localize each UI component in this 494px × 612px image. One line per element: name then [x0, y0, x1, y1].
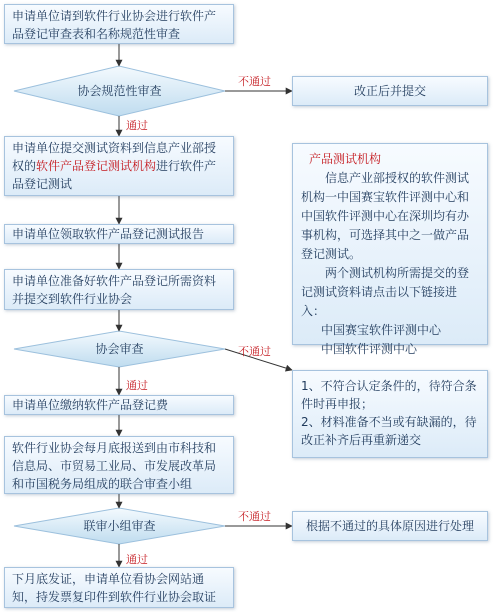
- edge-label-fail: 不通过: [238, 510, 271, 523]
- test-institution-highlight: 软件产品登记测试机构: [36, 159, 157, 173]
- link-ceprei-software-center[interactable]: 中国赛宝软件评测中心: [321, 323, 442, 337]
- decision-label-standard-review: 协会规范性审查: [77, 84, 162, 98]
- outcome-text: 改正后并提交: [353, 84, 426, 98]
- outcome-box-correct-resubmit: [292, 76, 488, 106]
- edge-label-pass: 通过: [126, 119, 148, 132]
- info-box-test-institutions: [292, 143, 488, 356]
- step-box-submit-test: [4, 136, 234, 196]
- decision-label-association-review: 协会审查: [95, 342, 144, 356]
- step-text-part1: 申请单位提交测试资料到信息产业部授权的: [12, 141, 217, 173]
- outcome-box-reapply-rules: [292, 370, 488, 458]
- step-box-name-review: [4, 4, 234, 44]
- outcome-rule-1: 1、不符合认定条件的，待符合条件时再申报；: [301, 379, 477, 411]
- step-box-prepare-materials: [4, 269, 234, 310]
- edge-label-pass: 通过: [126, 379, 148, 392]
- step-text: 申请单位准备好软件产品登记所需资料并提交到软件行业协会: [12, 274, 217, 306]
- step-box-get-report: [4, 224, 234, 244]
- step-box-pay-fee: [4, 395, 234, 415]
- step-text: 申请单位领取软件产品登记测试报告: [12, 227, 205, 241]
- info-paragraph-1: 信息产业部授权的软件测试机构一中国赛宝软件评测中心和中国软件评测中心在深圳均有办事机构，可选择其中之一做产品登记测试。: [301, 171, 470, 261]
- step-text: 申请单位缴纳软件产品登记费: [12, 398, 169, 412]
- edge-label-fail: 不通过: [238, 345, 271, 358]
- step-text: 下月底发证，申请单位看协会网站通知，持发票复印件到软件行业协会取证: [12, 572, 217, 604]
- edge-label-pass: 通过: [126, 553, 148, 566]
- step-text: 软件行业协会每月底报送到由市科技和信息局、市贸易工业局、市发展改革局和市国税务局组成的联合审查小组: [12, 441, 217, 491]
- step-box-certificate: [4, 567, 234, 608]
- outcome-rule-2: 2、材料准备不当或有缺漏的，待改正补齐后再重新递交: [301, 415, 477, 447]
- step-box-monthly-report: [4, 436, 234, 494]
- edge-label-fail: 不通过: [238, 75, 271, 88]
- info-paragraph-2: 两个测试机构所需提交的登记测试资料请点击以下链接进入：: [301, 266, 470, 318]
- info-title: 产品测试机构: [309, 152, 382, 166]
- decision-label-joint-review: 联审小组审查: [83, 519, 156, 533]
- outcome-text: 根据不通过的具体原因进行处理: [305, 519, 474, 533]
- link-china-software-testing-center[interactable]: 中国软件评测中心: [321, 342, 418, 356]
- step-text-part2: 进行软件产品登记测试: [12, 159, 217, 191]
- outcome-box-handle-by-reason: [292, 511, 488, 541]
- step-text: 申请单位请到软件行业协会进行软件产品登记审查表和名称规范性审查: [12, 9, 217, 41]
